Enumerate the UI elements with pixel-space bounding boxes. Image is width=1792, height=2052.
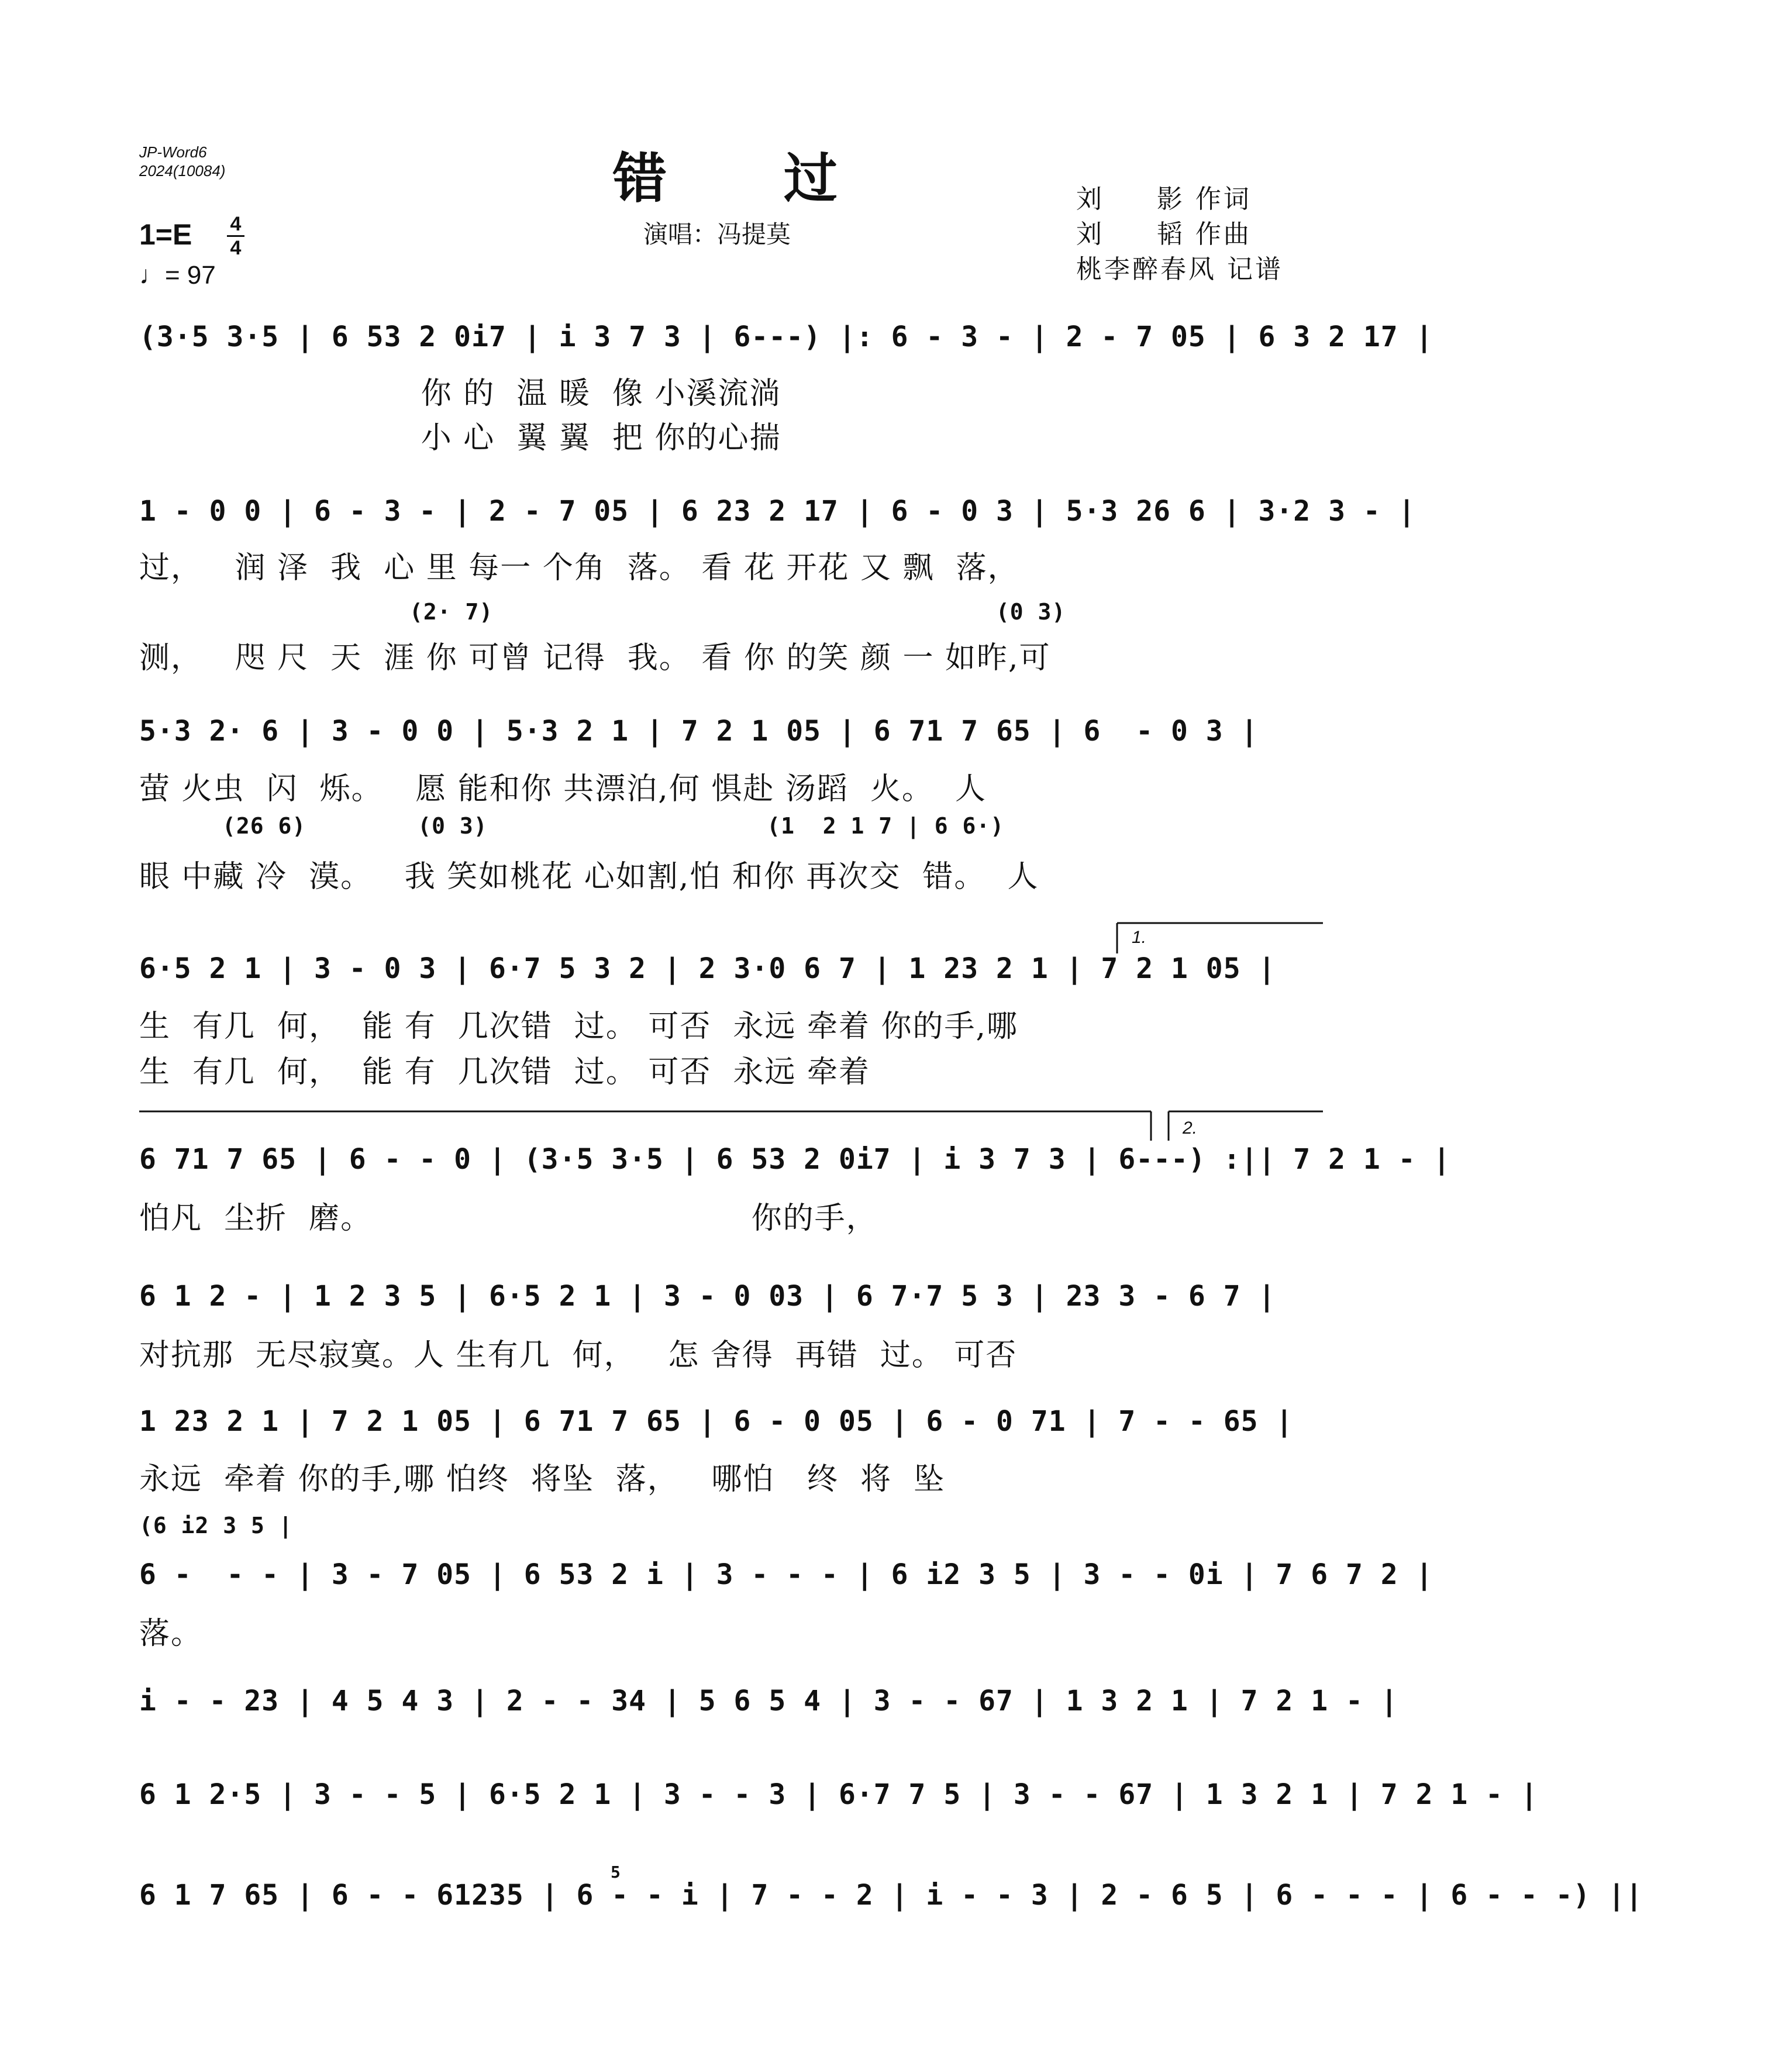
lyric-line: 萤 火虫 闪 烁。 愿 能和你 共漂泊,何 惧赴 汤蹈 火。 人 bbox=[139, 772, 987, 807]
transcriber-credit: 桃李醉春风 记谱 bbox=[1076, 254, 1283, 284]
lyric-line: 测， 咫 尺 天 涯 你 可曾 记得 我。 看 你 的笑 颜 一 如昨,可 bbox=[139, 641, 1051, 676]
time-signature-bottom: 4 bbox=[230, 237, 242, 259]
lyricist-credit: 刘 影 作词 bbox=[1076, 184, 1252, 214]
lyric-line: 小 心 翼 翼 把 你的心揣 bbox=[139, 421, 781, 456]
alt-notation: (6 i2 3 5 | bbox=[139, 1513, 293, 1538]
time-signature-top: 4 bbox=[230, 213, 242, 235]
lyric-line: 生 有几 何， 能 有 几次错 过。 可否 永远 牵着 bbox=[139, 1055, 870, 1090]
lyric-line: 你 的 温 暖 像 小溪流淌 bbox=[139, 376, 781, 411]
notation-row: (3·5 3·5 | 6 53 2 0i7 | i 3 7 3 | 6---) |: 6 - 3 - | 2 - 7 05 | 6 3 2 17 | bbox=[139, 321, 1433, 353]
alt-notation: (26 6) (0 3) (1 2 1 7 | 6 6·) bbox=[222, 813, 1005, 839]
lyric-line: 对抗那 无尽寂寞。人 生有几 何， 怎 舍得 再错 过。 可否 bbox=[139, 1338, 1018, 1373]
lyric-line: 落。 bbox=[139, 1616, 203, 1651]
singer-line: 演唱：冯提莫 bbox=[643, 220, 791, 249]
alt-notation: (2· 7) (0 3) bbox=[409, 599, 1066, 625]
lyric-line: 眼 中藏 冷 漠。 我 笑如桃花 心如割,怕 和你 再次交 错。 人 bbox=[139, 859, 1039, 894]
notation-row: 1 - 0 0 | 6 - 3 - | 2 - 7 05 | 6 23 2 17 | 6 - 0 3 | 5·3 26 6 | 3·2 3 - | bbox=[139, 495, 1416, 528]
notation-row: 6 1 2·5 | 3 - - 5 | 6·5 2 1 | 3 - - 3 | 6·7 7 5 | 3 - - 67 | 1 3 2 1 | 7 2 1 - | bbox=[139, 1778, 1538, 1811]
notation-row: 6 71 7 65 | 6 - - 0 | (3·5 3·5 | 6 53 2 0i7 | i 3 7 3 | 6---) :|| 7 2 1 - | bbox=[139, 1143, 1451, 1176]
notation-row: 5·3 2· 6 | 3 - 0 0 | 5·3 2 1 | 7 2 1 05 | 6 71 7 65 | 6 - 0 3 | bbox=[139, 715, 1259, 748]
notation-row: 1 23 2 1 | 7 2 1 05 | 6 71 7 65 | 6 - 0 05 | 6 - 0 71 | 7 - - 65 | bbox=[139, 1405, 1294, 1438]
volta-1-label: 1. bbox=[1132, 928, 1147, 947]
software-label: JP-Word6 bbox=[139, 143, 207, 161]
notation-row: 6 - - - | 3 - 7 05 | 6 53 2 i | 3 - - - | 6 i2 3 5 | 3 - - 0i | 7 6 7 2 | bbox=[139, 1558, 1433, 1591]
lyric-line: 过， 润 泽 我 心 里 每一 个角 落。 看 花 开花 又 飘 落， bbox=[139, 550, 1019, 586]
time-signature bbox=[227, 214, 244, 258]
volta-2-label: 2. bbox=[1183, 1118, 1198, 1138]
lyric-line: 怕凡 尘折 磨。 你的手， bbox=[139, 1201, 878, 1236]
lyric-line: 永远 牵着 你的手,哪 怕终 将坠 落， 哪怕 终 将 坠 bbox=[139, 1462, 946, 1497]
notation-row: 6 1 2 - | 1 2 3 5 | 6·5 2 1 | 3 - 0 03 | 6 7·7 5 3 | 23 3 - 6 7 | bbox=[139, 1280, 1276, 1313]
composer-credit: 刘 韬 作曲 bbox=[1076, 219, 1252, 249]
key-signature: 1=E bbox=[139, 218, 192, 251]
tuplet-label: 5 bbox=[611, 1862, 621, 1882]
notation-row: 6 1 7 65 | 6 - - 61235 | 6 - - i | 7 - - 2 | i - - 3 | 2 - 6 5 | 6 - - - | 6 - - -) || bbox=[139, 1879, 1643, 1912]
notation-row: i - - 23 | 4 5 4 3 | 2 - - 34 | 5 6 5 4 | 3 - - 67 | 1 3 2 1 | 7 2 1 - | bbox=[139, 1685, 1398, 1717]
page-title: 错过 bbox=[613, 147, 954, 210]
tempo-mark: ♩= 97 bbox=[139, 261, 216, 290]
lyric-line: 生 有几 何， 能 有 几次错 过。 可否 永远 牵着 你的手,哪 bbox=[139, 1009, 1018, 1044]
software-edition: 2024(10084) bbox=[139, 162, 226, 180]
notation-row: 6·5 2 1 | 3 - 0 3 | 6·7 5 3 2 | 2 3·0 6 7 | 1 23 2 1 | 7 2 1 05 | bbox=[139, 952, 1276, 985]
